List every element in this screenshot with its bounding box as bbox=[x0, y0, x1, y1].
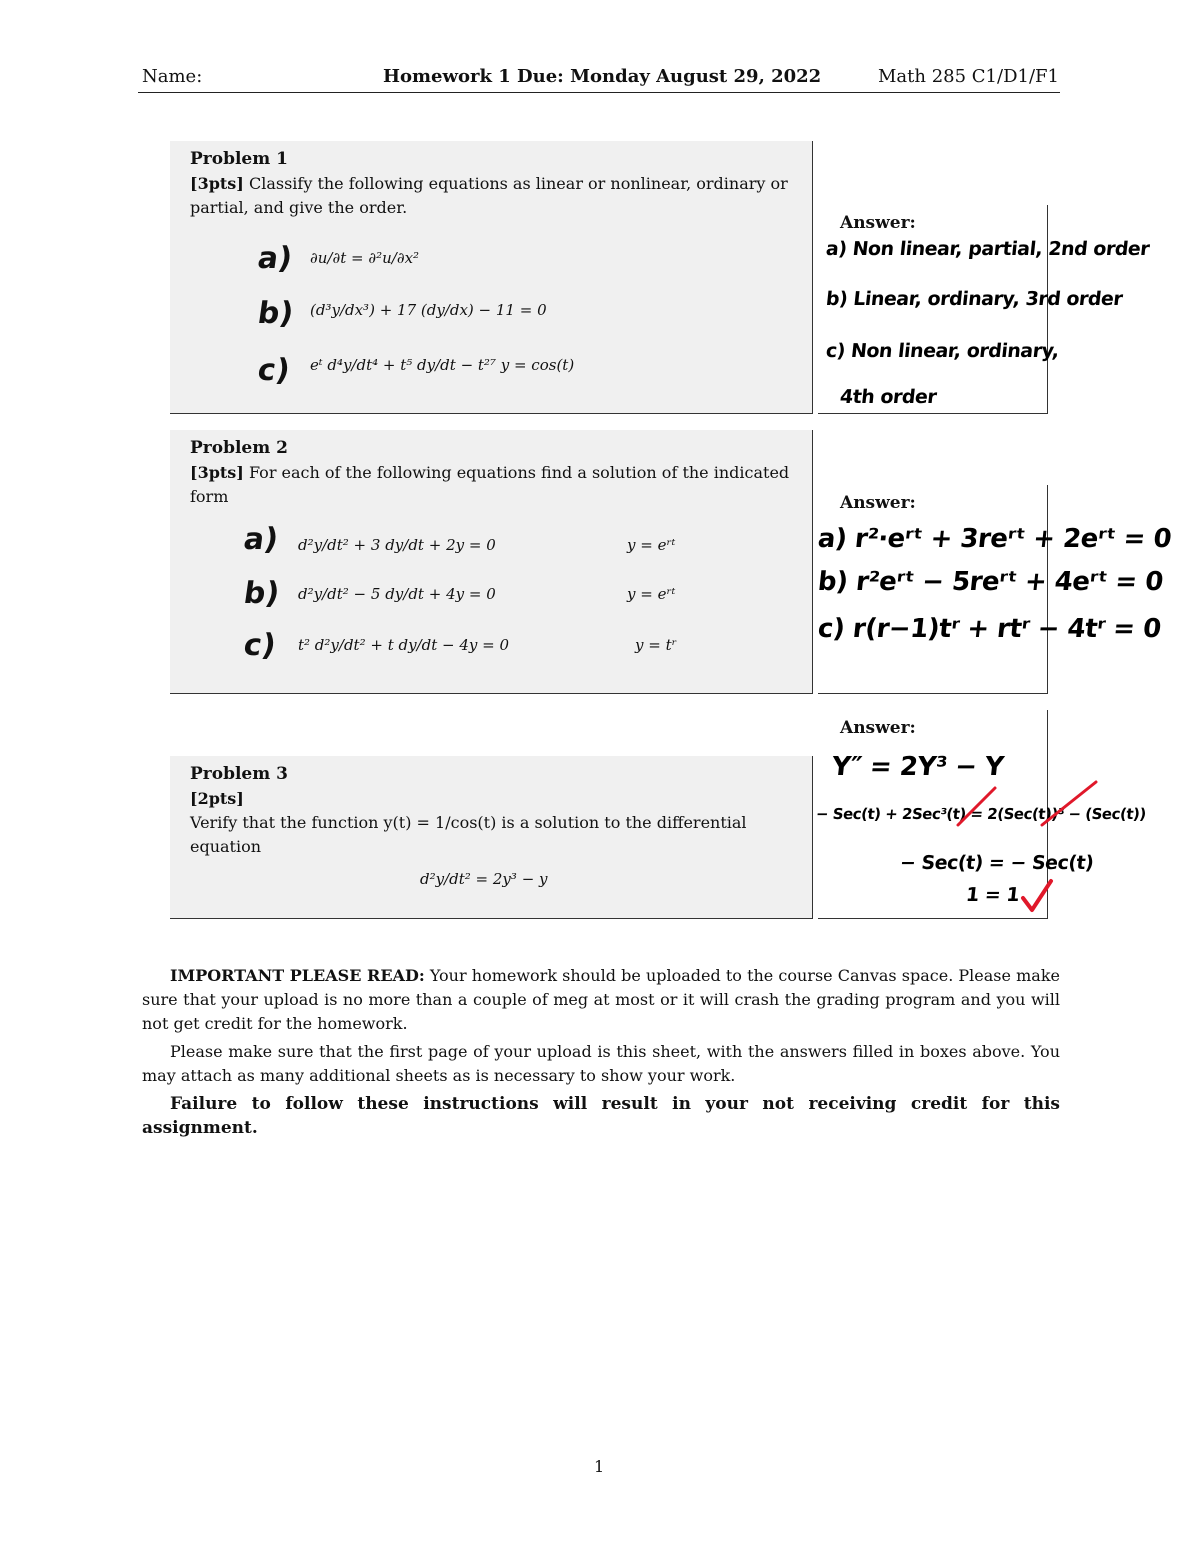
problem-2-description: For each of the following equations find a solution of the indicated form bbox=[190, 463, 790, 506]
header-rule bbox=[138, 92, 1060, 93]
problem-2-equation-b: d²y/dt² − 5 dy/dt + 4y = 0 bbox=[298, 585, 496, 603]
page-title: Homework 1 Due: Monday August 29, 2022 bbox=[383, 66, 822, 87]
problem-3-answer-line-1: Y″ = 2Y³ − Y bbox=[830, 752, 1005, 782]
problem-1-points: [3pts] bbox=[190, 174, 244, 193]
problem-2-form-a: y = eʳᵗ bbox=[627, 536, 676, 554]
problem-3-answer-label: Answer: bbox=[840, 718, 916, 738]
first-page-paragraph bbox=[142, 1040, 1060, 1088]
problem-2-label-b: b) bbox=[241, 576, 282, 611]
problem-3-answer-line-3: − Sec(t) = − Sec(t) bbox=[898, 852, 1095, 874]
page-number: 1 bbox=[594, 1457, 605, 1476]
problem-1-text bbox=[190, 172, 795, 220]
problem-3-text: Verify that the function y(t) = 1/cos(t) is a solution to the differential equation bbox=[190, 813, 747, 856]
important-paragraph bbox=[142, 964, 1060, 1036]
problem-3-box bbox=[170, 756, 813, 919]
problem-2-equation-a: d²y/dt² + 3 dy/dt + 2y = 0 bbox=[298, 536, 496, 554]
strikeout-icon bbox=[950, 780, 1100, 830]
problem-3-answer-line-4: 1 = 1 bbox=[964, 884, 1021, 906]
problem-1-equation-b: (d³y/dx³) + 17 (dy/dx) − 11 = 0 bbox=[310, 301, 547, 319]
problem-2-answer-c: c) r(r−1)tʳ + rtʳ − 4tʳ = 0 bbox=[816, 614, 1163, 644]
problem-2-answer-label: Answer: bbox=[840, 493, 916, 513]
problem-2-form-b: y = eʳᵗ bbox=[627, 585, 676, 603]
checkmark-icon bbox=[1020, 878, 1054, 914]
first-page-text: Please make sure that the first page of your upload is this sheet, with the answers filled in boxes above. You may attach as many additional sheets as is necessary to show your work. bbox=[142, 1042, 1060, 1085]
course-label: Math 285 C1/D1/F1 bbox=[878, 66, 1059, 87]
problem-1-label-c: c) bbox=[255, 353, 292, 388]
failure-paragraph bbox=[142, 1092, 1060, 1140]
problem-2-equation-c: t² d²y/dt² + t dy/dt − 4y = 0 bbox=[298, 636, 510, 654]
problem-2-title: Problem 2 bbox=[190, 438, 288, 458]
problem-1-answer-a: a) Non linear, partial, 2nd order bbox=[824, 238, 1151, 260]
problem-2-points: [3pts] bbox=[190, 463, 244, 482]
problem-3-title: Problem 3 bbox=[190, 764, 288, 784]
problem-1-answer-label: Answer: bbox=[840, 213, 916, 233]
problem-1-label-b: b) bbox=[255, 296, 296, 331]
problem-1-box bbox=[170, 141, 813, 414]
problem-2-label-c: c) bbox=[241, 628, 278, 663]
problem-2-text bbox=[190, 461, 795, 509]
problem-2-form-c: y = tʳ bbox=[635, 636, 677, 654]
name-label: Name: bbox=[142, 66, 203, 87]
problem-1-equation-c: eᵗ d⁴y/dt⁴ + t⁵ dy/dt − t²⁷ y = cos(t) bbox=[310, 356, 575, 374]
problem-1-answer-b: b) Linear, ordinary, 3rd order bbox=[824, 288, 1124, 310]
problem-3-points: [2pts] bbox=[190, 789, 244, 808]
important-text: Your homework should be uploaded to the course Canvas space. Please make sure that your upload is no more than a couple of meg at most or it will crash the grading program and you will not get credit for the homework. bbox=[142, 966, 1061, 1033]
problem-2-label-a: a) bbox=[241, 522, 281, 557]
problem-2-box bbox=[170, 430, 813, 694]
problem-1-label-a: a) bbox=[255, 241, 295, 276]
problem-2-answer-a: a) r²·eʳᵗ + 3reʳᵗ + 2eʳᵗ = 0 bbox=[816, 524, 1173, 554]
problem-1-answer-c-order: 4th order bbox=[838, 386, 938, 408]
important-label: IMPORTANT PLEASE READ: bbox=[170, 966, 425, 985]
failure-text: Failure to follow these instructions will result in your not receiving credit for this assignment. bbox=[142, 1094, 1060, 1138]
problem-1-description: Classify the following equations as linear or nonlinear, ordinary or partial, and give the order. bbox=[190, 174, 788, 217]
problem-3-answer-line-2: − Sec(t) + 2Sec³(t) = 2(Sec(t))³ − (Sec(t)) bbox=[815, 805, 1147, 823]
problem-1-equation-a: ∂u/∂t = ∂²u/∂x² bbox=[310, 249, 420, 267]
problem-1-answer-c: c) Non linear, ordinary, bbox=[824, 340, 1060, 362]
problem-2-answer-b: b) r²eʳᵗ − 5reʳᵗ + 4eʳᵗ = 0 bbox=[816, 567, 1165, 597]
problem-1-title: Problem 1 bbox=[190, 149, 288, 169]
problem-3-equation: d²y/dt² = 2y³ − y bbox=[420, 870, 548, 888]
